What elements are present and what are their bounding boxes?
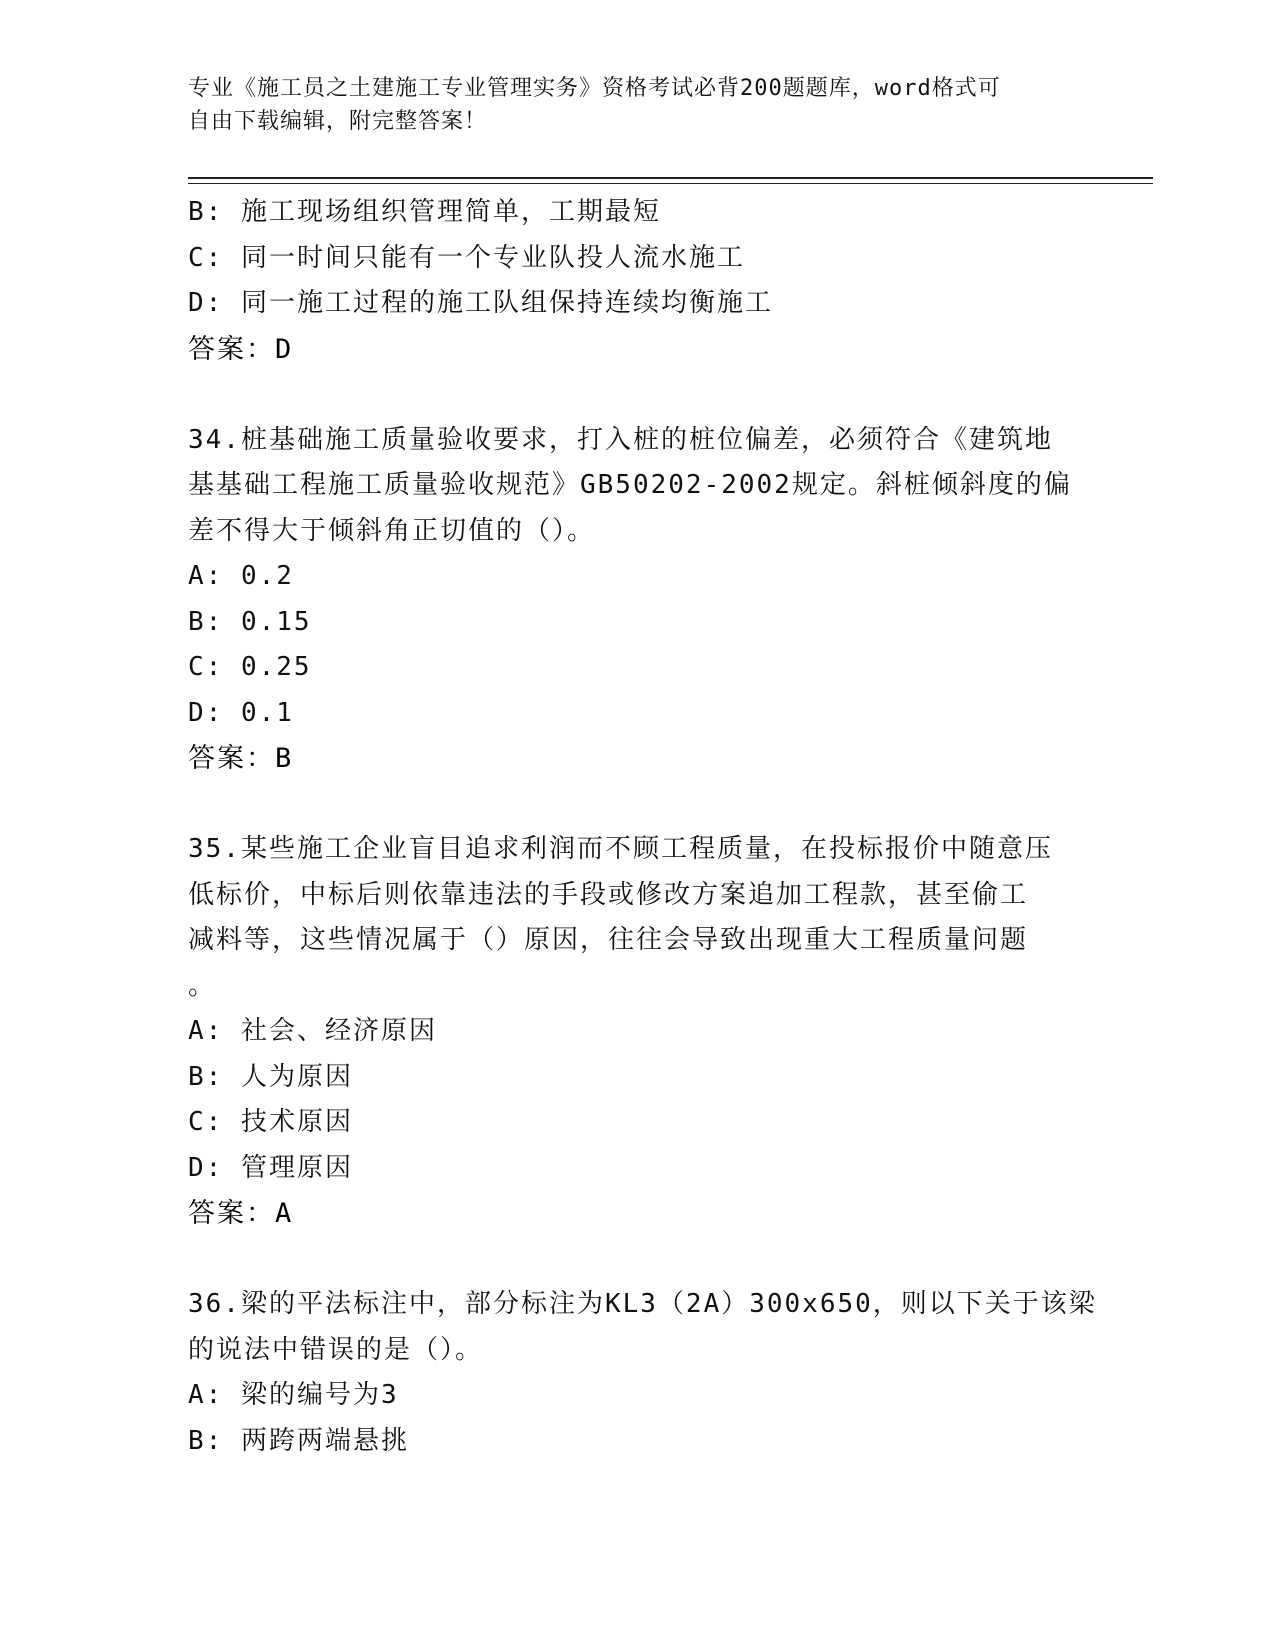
- question-text-line: 。: [188, 970, 217, 1001]
- option-b: B: 0.15: [188, 606, 312, 637]
- page-header: [188, 72, 1068, 138]
- option-b: B: 人为原因: [188, 1061, 353, 1092]
- option-b: B: 施工现场组织管理简单，工期最短: [188, 197, 661, 227]
- document-body: [188, 190, 1097, 1464]
- answer-line: 答案：A: [188, 1198, 294, 1229]
- answer-line: 答案：D: [188, 333, 294, 365]
- question-text-line: 基基础工程施工质量验收规范》GB50202-2002规定。斜桩倾斜度的偏: [188, 470, 1072, 500]
- header-divider-thin: [188, 183, 1153, 184]
- answer-line: 答案：B: [188, 743, 294, 774]
- question-text-line: 减料等，这些情况属于（）原因，往往会导致出现重大工程质量问题: [188, 925, 1029, 955]
- option-b: B: 两跨两端悬挑: [188, 1425, 409, 1456]
- header-divider-thick: [188, 177, 1153, 179]
- option-a: A: 0.2: [188, 561, 294, 591]
- header-line-1: 专业《施工员之土建施工专业管理实务》资格考试必背200题题库，word格式可: [188, 76, 1001, 101]
- question-text-line: 36.梁的平法标注中，部分标注为KL3（2A）300x650，则以下关于该梁: [188, 1289, 1097, 1319]
- question-text-line: 低标价，中标后则依靠违法的手段或修改方案追加工程款，甚至偷工: [188, 879, 1029, 910]
- question-36: [188, 1282, 1097, 1464]
- option-d: D: 管理原因: [188, 1152, 353, 1183]
- spacer: [188, 782, 1088, 828]
- question-text-line: 差不得大于倾斜角正切值的（）。: [188, 515, 596, 546]
- option-c: C: 0.25: [188, 652, 312, 682]
- question-34: [188, 418, 1088, 782]
- option-a: A: 梁的编号为3: [188, 1380, 399, 1410]
- question-text-line: 的说法中错误的是（）。: [188, 1334, 484, 1365]
- spacer: [188, 372, 1088, 418]
- option-d: D: 同一施工过程的施工队组保持连续均衡施工: [188, 288, 773, 318]
- question-33-tail: [188, 190, 1088, 372]
- option-a: A: 社会、经济原因: [188, 1016, 437, 1046]
- option-d: D: 0.1: [188, 697, 294, 728]
- question-text-line: 34.桩基础施工质量验收要求，打入桩的桩位偏差，必须符合《建筑地: [188, 424, 1053, 455]
- question-35: [188, 827, 1088, 1237]
- question-text-line: 35.某些施工企业盲目追求利润而不顾工程质量，在投标报价中随意压: [188, 834, 1053, 864]
- option-c: C: 技术原因: [188, 1107, 353, 1137]
- spacer: [188, 1237, 1088, 1283]
- header-line-2: 自由下载编辑，附完整答案！: [188, 109, 488, 134]
- option-c: C: 同一时间只能有一个专业队投人流水施工: [188, 242, 745, 273]
